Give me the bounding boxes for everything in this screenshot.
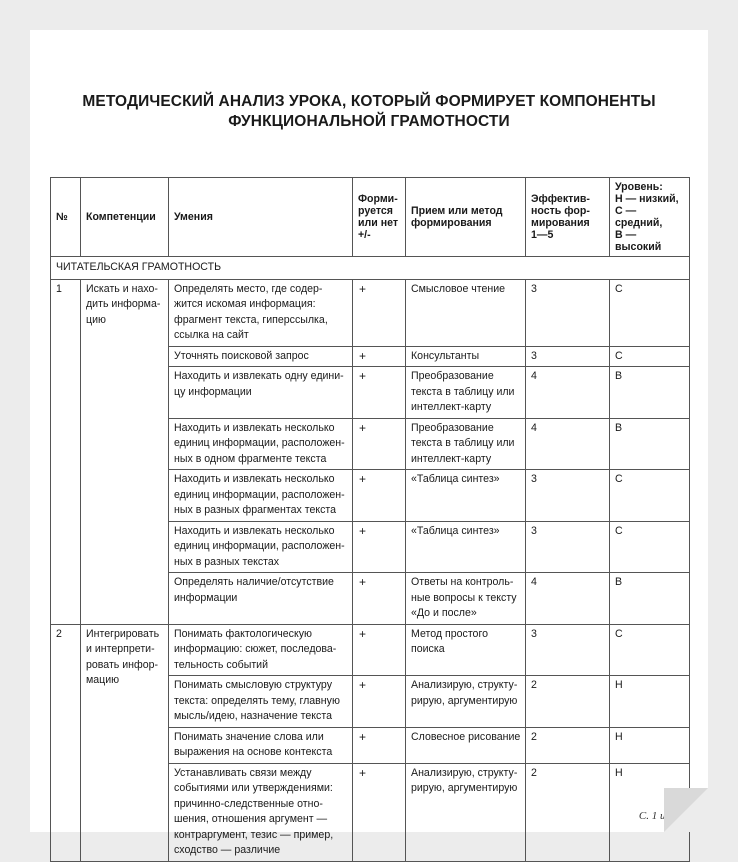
level-cell: В [610, 573, 690, 625]
formed-cell: + [353, 727, 406, 763]
method-cell: «Таблица синтез» [406, 470, 526, 522]
table-row [51, 279, 690, 346]
level-cell: С [610, 346, 690, 367]
lesson-analysis-table [50, 177, 690, 862]
level-cell: С [610, 521, 690, 573]
level-cell: В [610, 367, 690, 419]
page-curl-corner [664, 788, 708, 832]
header-level: Уровень: Н — низкий, С — средний, В — высокий [610, 178, 690, 257]
method-cell: Смысловое чтение [406, 279, 526, 346]
page-title-line-2: ФУНКЦИОНАЛЬНОЙ ГРАМОТНОСТИ [228, 113, 510, 130]
formed-cell: + [353, 418, 406, 470]
level-cell: С [610, 470, 690, 522]
efficiency-cell: 2 [526, 763, 610, 861]
efficiency-cell: 4 [526, 573, 610, 625]
formed-cell: + [353, 470, 406, 522]
method-cell: Анализирую, структу- рирую, аргументирую [406, 676, 526, 728]
level-cell: С [610, 279, 690, 346]
header-competence: Компетенции [81, 178, 169, 257]
method-cell: Преобразование текста в таблицу или интеллект-карту [406, 367, 526, 419]
efficiency-cell: 4 [526, 367, 610, 419]
skill-cell: Определять место, где содер- жится искомая информация: фрагмент текста, гиперссылка, ссылка на сайт [169, 279, 353, 346]
page-title [30, 92, 708, 132]
method-cell: Преобразование текста в таблицу или интеллект-карту [406, 418, 526, 470]
method-cell: Консультанты [406, 346, 526, 367]
page-title-line-1: МЕТОДИЧЕСКИЙ АНАЛИЗ УРОКА, КОТОРЫЙ ФОРМИРУЕТ КОМПОНЕНТЫ [82, 93, 656, 110]
efficiency-cell: 3 [526, 521, 610, 573]
table-row [51, 624, 690, 676]
group-number: 2 [51, 624, 81, 861]
efficiency-cell: 3 [526, 346, 610, 367]
skill-cell: Находить и извлекать несколько единиц информации, расположен- ных в разных фрагментах текста [169, 470, 353, 522]
group-number: 1 [51, 279, 81, 624]
header-efficiency: Эффектив- ность фор- мирования 1—5 [526, 178, 610, 257]
formed-cell: + [353, 573, 406, 625]
formed-cell: + [353, 763, 406, 861]
formed-cell: + [353, 279, 406, 346]
efficiency-cell: 2 [526, 676, 610, 728]
method-cell: Словесное рисование [406, 727, 526, 763]
method-cell: Ответы на контроль- ные вопросы к тексту «До и после» [406, 573, 526, 625]
skill-cell: Находить и извлекать несколько единиц информации, расположен- ных в разных текстах [169, 521, 353, 573]
formed-cell: + [353, 521, 406, 573]
header-num: № [51, 178, 81, 257]
formed-cell: + [353, 367, 406, 419]
section-title: ЧИТАТЕЛЬСКАЯ ГРАМОТНОСТЬ [51, 257, 690, 280]
header-formed: Форми- руется или нет +/- [353, 178, 406, 257]
level-cell: Н [610, 763, 690, 861]
efficiency-cell: 3 [526, 279, 610, 346]
efficiency-cell: 3 [526, 470, 610, 522]
skill-cell: Уточнять поисковой запрос [169, 346, 353, 367]
header-skills: Умения [169, 178, 353, 257]
group-competence: Интегрировать и интерпрети- ровать инфор- мацию [81, 624, 169, 861]
level-cell: В [610, 418, 690, 470]
group-competence: Искать и нахо- дить информа- цию [81, 279, 169, 624]
skill-cell: Находить и извлекать одну едини- цу информации [169, 367, 353, 419]
method-cell: «Таблица синтез» [406, 521, 526, 573]
method-cell: Анализирую, структу- рирую, аргументирую [406, 763, 526, 861]
section-row [51, 257, 690, 280]
method-cell: Метод простого поиска [406, 624, 526, 676]
document-page [30, 30, 708, 856]
skill-cell: Определять наличие/отсутствие информации [169, 573, 353, 625]
formed-cell: + [353, 676, 406, 728]
header-method: Прием или метод формирования [406, 178, 526, 257]
skill-cell: Понимать значение слова или выражения на основе контекста [169, 727, 353, 763]
skill-cell: Находить и извлекать несколько единиц информации, расположен- ных в одном фрагменте текста [169, 418, 353, 470]
skill-cell: Понимать смысловую структуру текста: определять тему, главную мысль/идею, назначение текста [169, 676, 353, 728]
efficiency-cell: 3 [526, 624, 610, 676]
skill-cell: Понимать фактологическую информацию: сюжет, последова- тельность событий [169, 624, 353, 676]
efficiency-cell: 2 [526, 727, 610, 763]
formed-cell: + [353, 346, 406, 367]
page-number: С. 1 из 6 [638, 810, 678, 822]
efficiency-cell: 4 [526, 418, 610, 470]
skill-cell: Устанавливать связи между событиями или утверждениями: причинно-следственные отно- шения, отношения аргумент — контраргумент, тезис — пример, сходство — различие [169, 763, 353, 861]
level-cell: Н [610, 676, 690, 728]
level-cell: Н [610, 727, 690, 763]
table-header-row [51, 178, 690, 257]
level-cell: С [610, 624, 690, 676]
formed-cell: + [353, 624, 406, 676]
